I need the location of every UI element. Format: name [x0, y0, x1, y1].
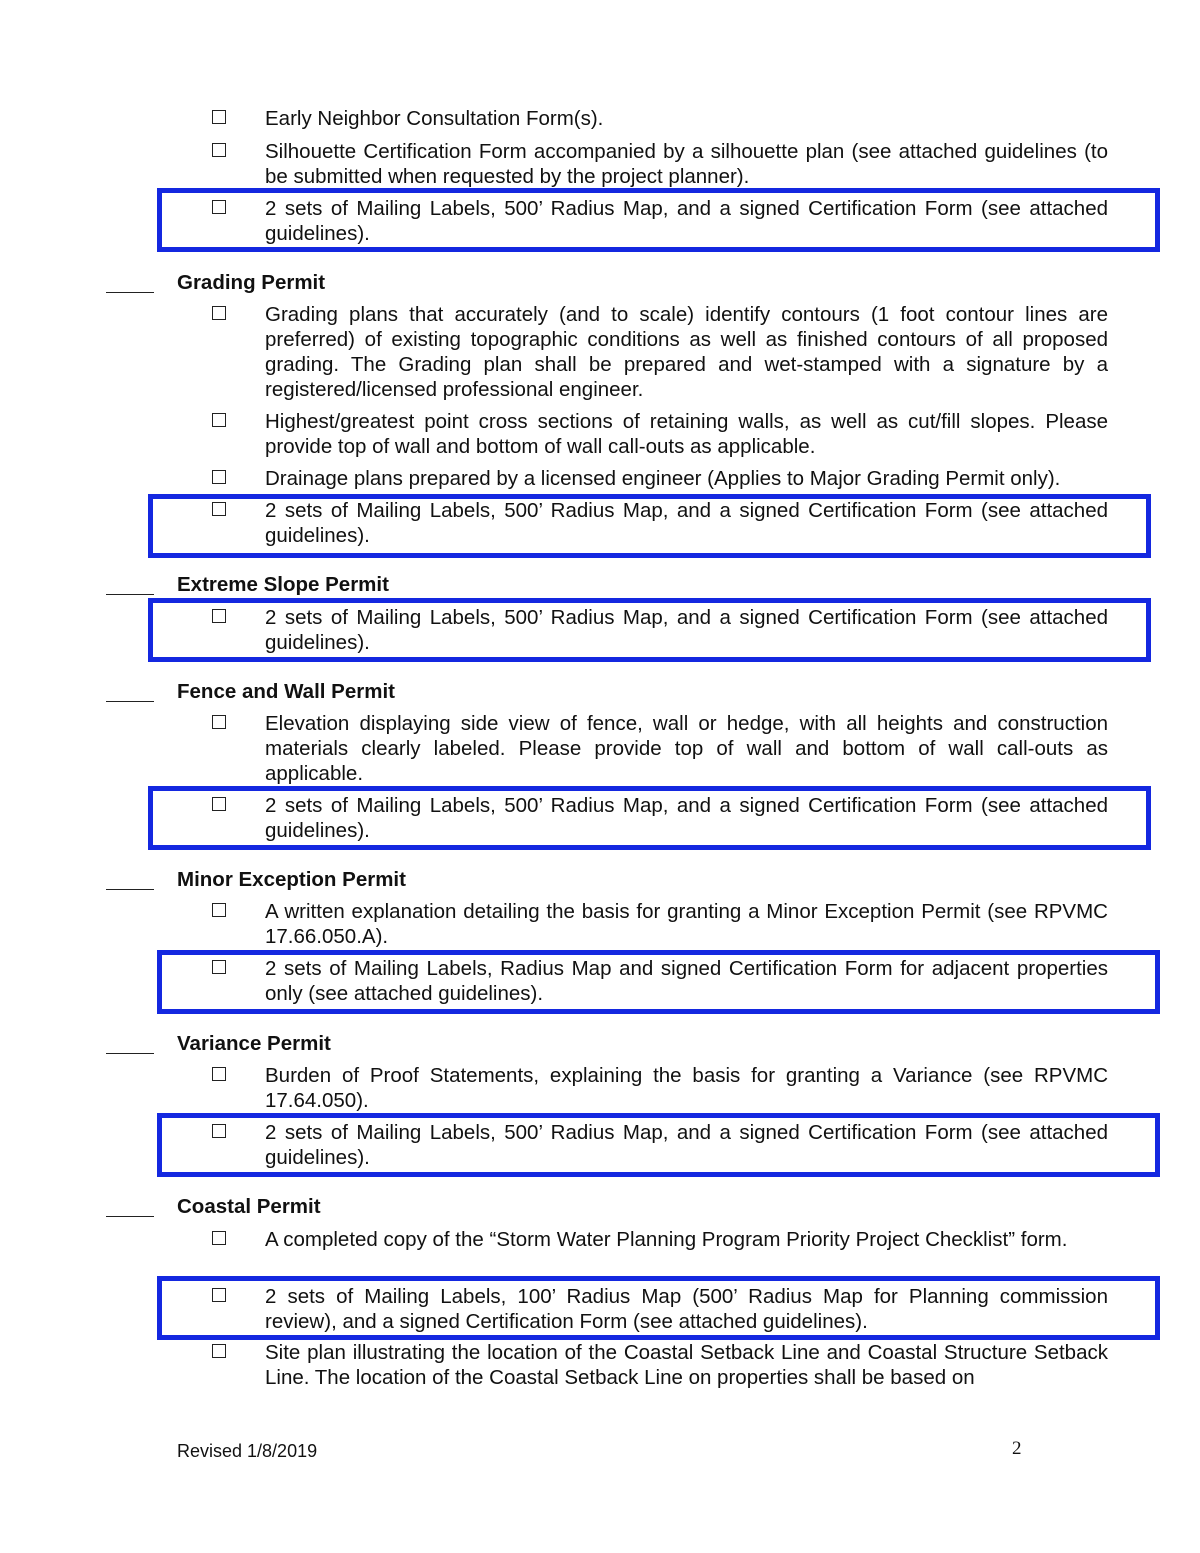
fence-item-2: 2 sets of Mailing Labels, 500’ Radius Map, and a signed Certification Form (see attached guidelines).	[265, 794, 1108, 842]
coastal-item-3: Site plan illustrating the location of the Coastal Setback Line and Coastal Structure Setback Line. The location of the Coastal Setback Line on properties shall be based on	[265, 1341, 1108, 1389]
minor-item-1: A written explanation detailing the basis for granting a Minor Exception Permit (see RPVMC 17.66.050.A).	[265, 900, 1108, 948]
checkbox[interactable]	[212, 797, 226, 811]
minor-item-2: 2 sets of Mailing Labels, Radius Map and signed Certification Form for adjacent properties only (see attached guidelines).	[265, 957, 1108, 1005]
revised-date: Revised 1/8/2019	[177, 1441, 318, 1461]
check-blank	[106, 1053, 154, 1054]
checkbox[interactable]	[212, 1124, 226, 1138]
top-item-2: Silhouette Certification Form accompanied by a silhouette plan (see attached guidelines (to be submitted when requested by the project planner).	[265, 140, 1108, 188]
check-blank	[106, 292, 154, 293]
checkbox[interactable]	[212, 715, 226, 729]
section-heading-grading: Grading Permit	[177, 271, 326, 294]
checkbox[interactable]	[212, 413, 226, 427]
grading-item-1: Grading plans that accurately (and to scale) identify contours (1 foot contour lines are preferred) of existing topographic conditions as well as finished contours of all proposed grading. The Grading plan shall be prepared and wet-stamped with a signature by a registered/licensed professional engineer.	[265, 303, 1108, 401]
check-blank	[106, 594, 154, 595]
grading-item-4: 2 sets of Mailing Labels, 500’ Radius Map, and a signed Certification Form (see attached guidelines).	[265, 499, 1108, 547]
checkbox[interactable]	[212, 502, 226, 516]
grading-item-3: Drainage plans prepared by a licensed engineer (Applies to Major Grading Permit only).	[265, 467, 1061, 490]
checkbox[interactable]	[212, 1288, 226, 1302]
section-heading-extreme-slope: Extreme Slope Permit	[177, 573, 389, 596]
checkbox[interactable]	[212, 903, 226, 917]
top-item-1: Early Neighbor Consultation Form(s).	[265, 107, 604, 130]
check-blank	[106, 889, 154, 890]
section-heading-fence-wall: Fence and Wall Permit	[177, 680, 395, 703]
page-number: 2	[1012, 1438, 1022, 1459]
checkbox[interactable]	[212, 960, 226, 974]
fence-item-1: Elevation displaying side view of fence, wall or hedge, with all heights and construction materials clearly labeled. Please provide top of wall and bottom of wall call-outs as applicable.	[265, 712, 1108, 785]
check-blank	[106, 701, 154, 702]
section-heading-variance: Variance Permit	[177, 1032, 331, 1055]
checkbox[interactable]	[212, 1067, 226, 1081]
extreme-item-1: 2 sets of Mailing Labels, 500’ Radius Map, and a signed Certification Form (see attached guidelines).	[265, 606, 1108, 654]
checkbox[interactable]	[212, 1344, 226, 1358]
checkbox[interactable]	[212, 1231, 226, 1245]
variance-item-1: Burden of Proof Statements, explaining the basis for granting a Variance (see RPVMC 17.64.050).	[265, 1064, 1108, 1112]
coastal-item-2: 2 sets of Mailing Labels, 100’ Radius Map (500’ Radius Map for Planning commission review), and a signed Certification Form (see attached guidelines).	[265, 1285, 1108, 1333]
section-heading-coastal: Coastal Permit	[177, 1195, 321, 1218]
variance-item-2: 2 sets of Mailing Labels, 500’ Radius Map, and a signed Certification Form (see attached guidelines).	[265, 1121, 1108, 1169]
checkbox[interactable]	[212, 143, 226, 157]
grading-item-2: Highest/greatest point cross sections of retaining walls, as well as cut/fill slopes. Please provide top of wall and bottom of wall call-outs as applicable.	[265, 410, 1108, 458]
checkbox[interactable]	[212, 470, 226, 484]
top-item-3: 2 sets of Mailing Labels, 500’ Radius Map, and a signed Certification Form (see attached guidelines).	[265, 197, 1108, 245]
coastal-item-1: A completed copy of the “Storm Water Planning Program Priority Project Checklist” form.	[265, 1228, 1068, 1251]
check-blank	[106, 1216, 154, 1217]
checkbox[interactable]	[212, 609, 226, 623]
section-heading-minor-exception: Minor Exception Permit	[177, 868, 406, 891]
checkbox[interactable]	[212, 306, 226, 320]
checkbox[interactable]	[212, 200, 226, 214]
checkbox[interactable]	[212, 110, 226, 124]
